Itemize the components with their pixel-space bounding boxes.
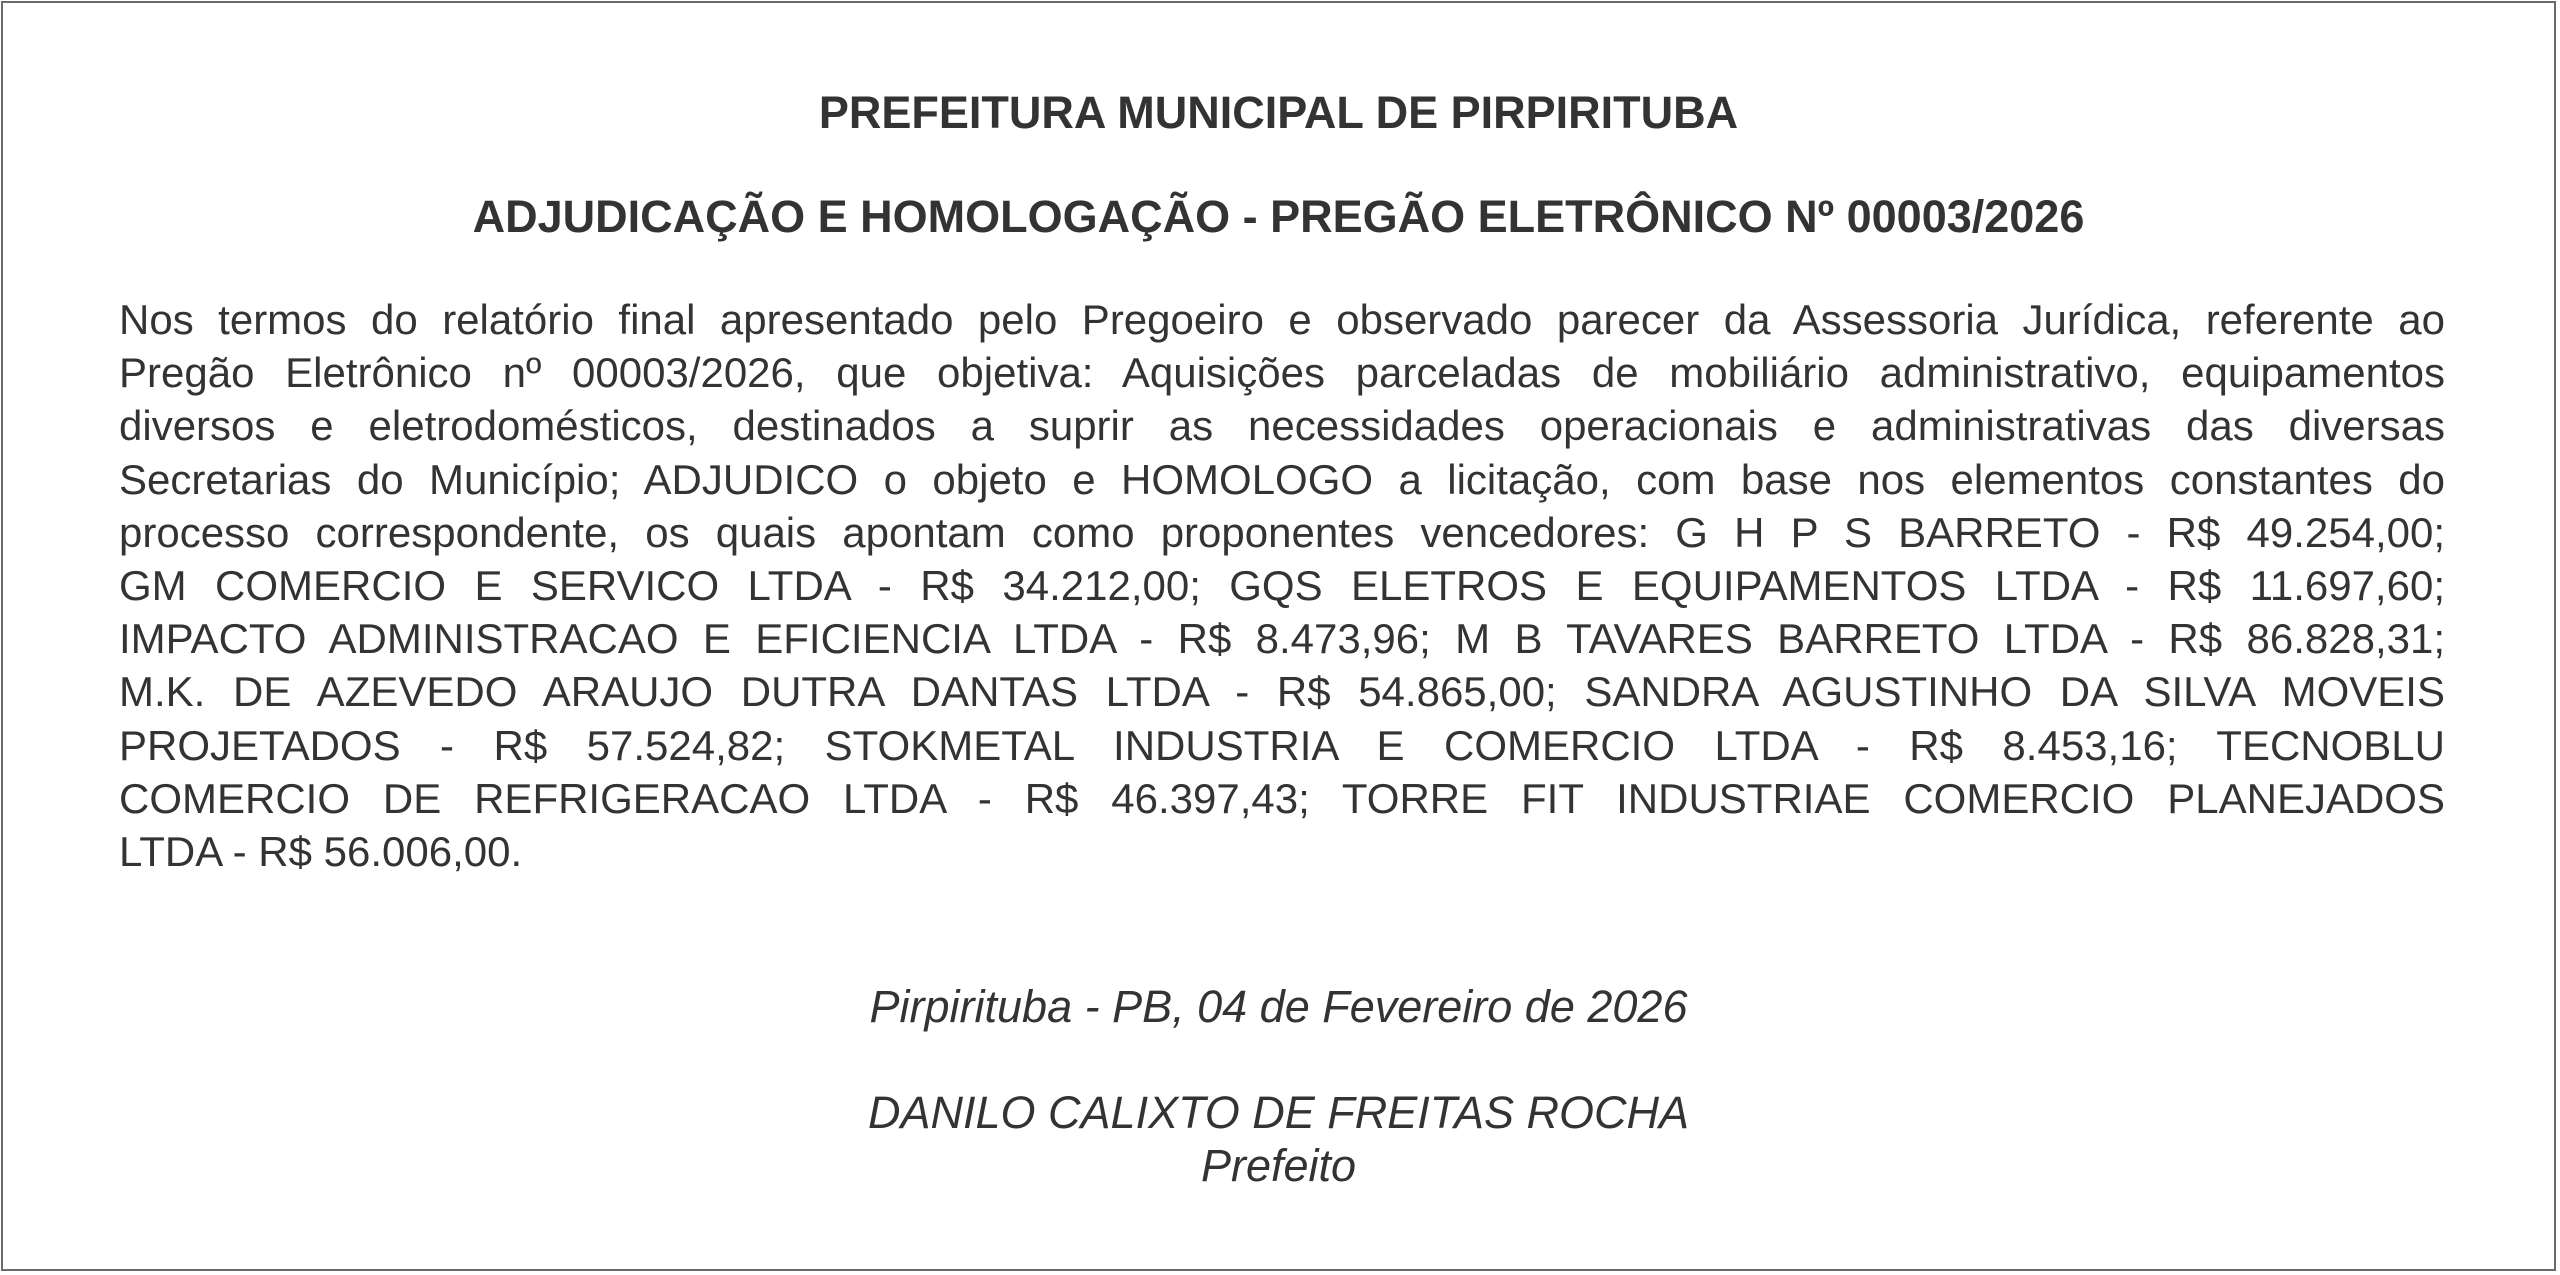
organization-heading: PREFEITURA MUNICIPAL DE PIRPIRITUBA: [818, 87, 1739, 138]
body-line: diversos e eletrodomésticos, destinados a suprir as necessidades operacionais e administrativas das diversas: [119, 402, 2445, 450]
body-line: Nos termos do relatório final apresentado pelo Pregoeiro e observado parecer da Assessoria Jurídica, referente ao: [119, 296, 2445, 343]
notice-body: [119, 293, 2445, 878]
signer-role: Prefeito: [1200, 1140, 1357, 1191]
notice-frame: [1, 1, 2556, 1271]
body-line: processo correspondente, os quais apontam como proponentes vencedores: G H P S BARRETO - R$ 49.254,00;: [119, 508, 2445, 556]
place-date: Pirpirituba - PB, 04 de Fevereiro de 2026: [869, 981, 1688, 1032]
body-line: COMERCIO DE REFRIGERACAO LTDA - R$ 46.397,43; TORRE FIT INDUSTRIAE COMERCIO PLANEJADOS: [119, 774, 2445, 822]
body-line: LTDA - R$ 56.006,00.: [119, 828, 523, 876]
signer-name: DANILO CALIXTO DE FREITAS ROCHA: [868, 1087, 1689, 1138]
notice-title: ADJUDICAÇÃO E HOMOLOGAÇÃO - PREGÃO ELETRÔNICO Nº 00003/2026: [472, 191, 2085, 242]
body-line: PROJETADOS - R$ 57.524,82; STOKMETAL INDUSTRIA E COMERCIO LTDA - R$ 8.453,16; TECNOBLU: [119, 721, 2445, 769]
body-line: GM COMERCIO E SERVICO LTDA - R$ 34.212,00; GQS ELETROS E EQUIPAMENTOS LTDA - R$ 11.697,60;: [119, 562, 2445, 610]
body-line: M.K. DE AZEVEDO ARAUJO DUTRA DANTAS LTDA - R$ 54.865,00; SANDRA AGUSTINHO DA SILVA MOVEIS: [119, 668, 2445, 716]
body-line: IMPACTO ADMINISTRACAO E EFICIENCIA LTDA - R$ 8.473,96; M B TAVARES BARRETO LTDA - R$ 86.828,31;: [119, 615, 2445, 663]
body-line: Secretarias do Município; ADJUDICO o objeto e HOMOLOGO a licitação, com base nos elementos constantes do: [119, 455, 2445, 503]
body-line: Pregão Eletrônico nº 00003/2026, que objetiva: Aquisições parceladas de mobiliário administrativo, equipamentos: [119, 349, 2445, 397]
